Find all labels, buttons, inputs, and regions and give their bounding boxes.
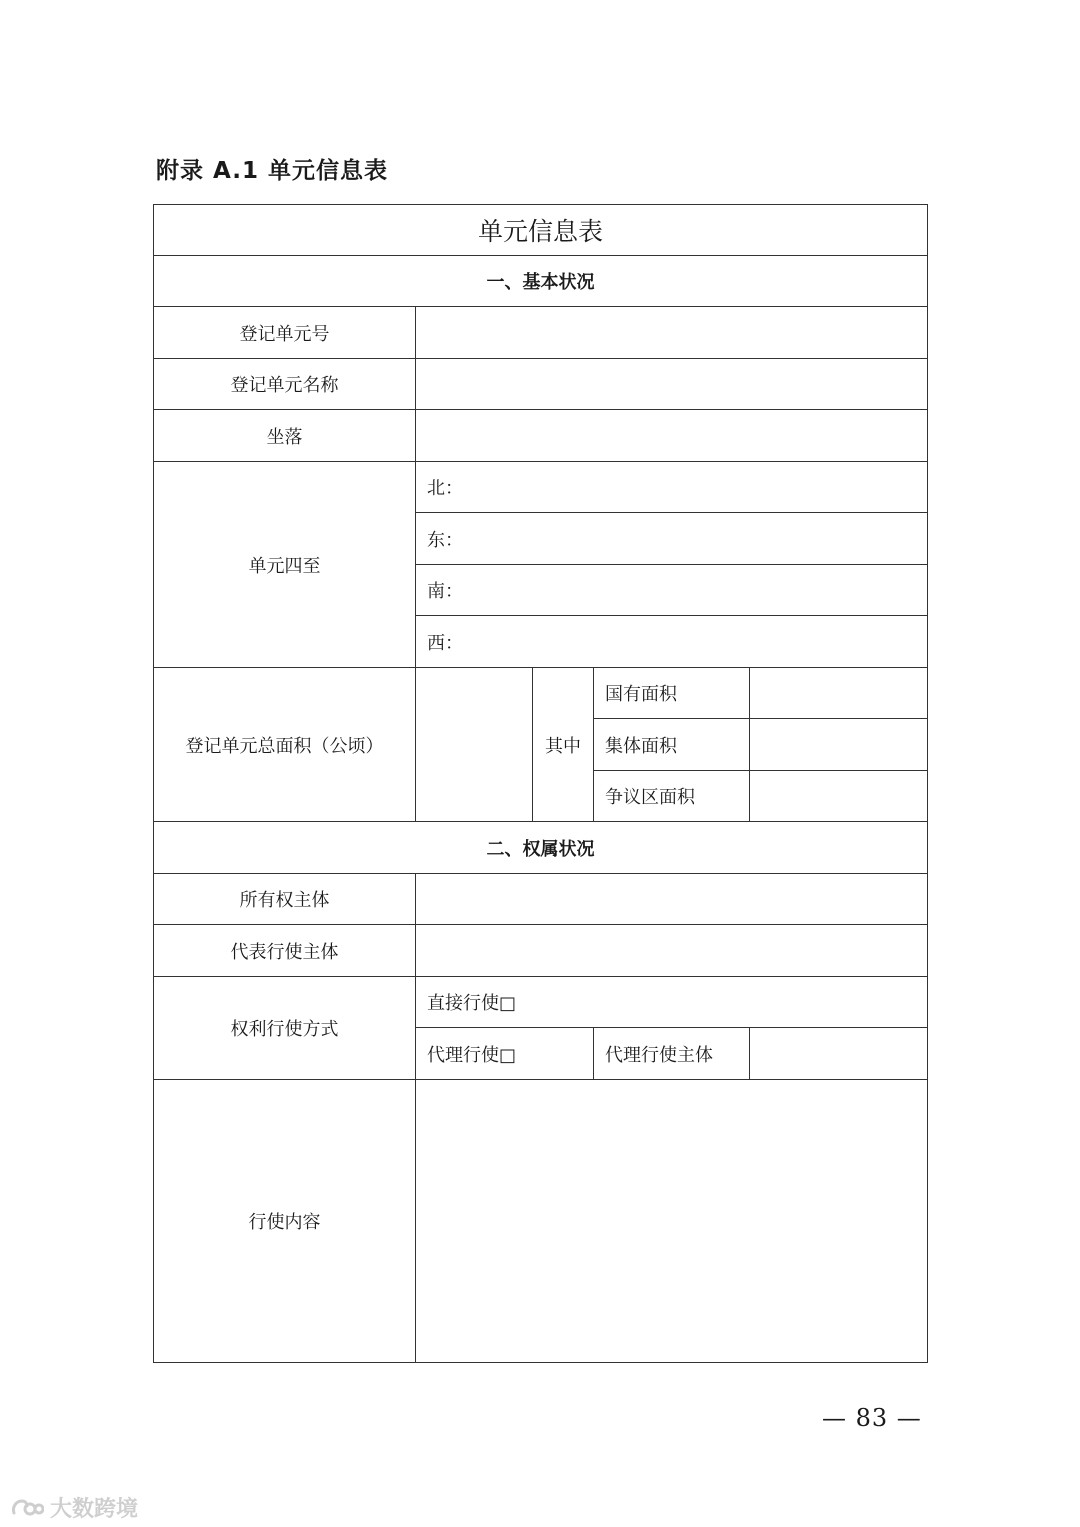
exercise-content-field[interactable] xyxy=(416,1080,928,1363)
state-area-label: 国有面积 xyxy=(594,668,750,719)
appendix-title: 附录 A.1 单元信息表 xyxy=(156,158,388,184)
owner-field[interactable] xyxy=(416,874,928,925)
exercise-content-label: 行使内容 xyxy=(154,1080,416,1363)
table-heading-row xyxy=(154,205,928,256)
table-row xyxy=(154,668,928,719)
table-row xyxy=(154,925,928,977)
collective-area-label: 集体面积 xyxy=(594,719,750,771)
north-boundary-field[interactable]: 北： xyxy=(416,462,928,513)
representative-field[interactable] xyxy=(416,925,928,977)
location-field[interactable] xyxy=(416,410,928,462)
south-boundary-field[interactable]: 南： xyxy=(416,565,928,616)
disputed-area-field[interactable] xyxy=(750,771,928,822)
disputed-area-label: 争议区面积 xyxy=(594,771,750,822)
agent-exercise-checkbox[interactable]: 代理行使□ xyxy=(416,1028,594,1080)
collective-area-field[interactable] xyxy=(750,719,928,771)
boundaries-label: 单元四至 xyxy=(154,462,416,668)
table-row xyxy=(154,307,928,359)
state-area-field[interactable] xyxy=(750,668,928,719)
section-row xyxy=(154,256,928,307)
agent-entity-field[interactable] xyxy=(750,1028,928,1080)
total-area-label: 登记单元总面积（公顷） xyxy=(154,668,416,822)
unit-info-table xyxy=(153,204,928,1363)
table-row xyxy=(154,410,928,462)
section-basic-status: 一、基本状况 xyxy=(154,256,928,307)
watermark xyxy=(10,1492,138,1523)
unit-name-label: 登记单元名称 xyxy=(154,359,416,410)
section-ownership-status: 二、权属状况 xyxy=(154,822,928,874)
agent-entity-label: 代理行使主体 xyxy=(594,1028,750,1080)
watermark-text: 大数跨境 xyxy=(50,1497,139,1522)
representative-label: 代表行使主体 xyxy=(154,925,416,977)
of-which-label: 其中 xyxy=(533,668,594,822)
table-row xyxy=(154,977,928,1028)
east-boundary-field[interactable]: 东： xyxy=(416,513,928,565)
section-row xyxy=(154,822,928,874)
page-number: — 83 — xyxy=(822,1404,922,1432)
table-row xyxy=(154,874,928,925)
direct-exercise-checkbox[interactable]: 直接行使□ xyxy=(416,977,928,1028)
table-row xyxy=(154,462,928,513)
unit-name-field[interactable] xyxy=(416,359,928,410)
unit-number-label: 登记单元号 xyxy=(154,307,416,359)
exercise-method-label: 权利行使方式 xyxy=(154,977,416,1080)
west-boundary-field[interactable]: 西： xyxy=(416,616,928,668)
table-heading: 单元信息表 xyxy=(154,205,928,256)
owner-label: 所有权主体 xyxy=(154,874,416,925)
table-row xyxy=(154,1080,928,1363)
location-label: 坐落 xyxy=(154,410,416,462)
total-area-field[interactable] xyxy=(416,668,533,822)
watermark-logo-icon xyxy=(10,1497,44,1519)
unit-number-field[interactable] xyxy=(416,307,928,359)
table-row xyxy=(154,359,928,410)
